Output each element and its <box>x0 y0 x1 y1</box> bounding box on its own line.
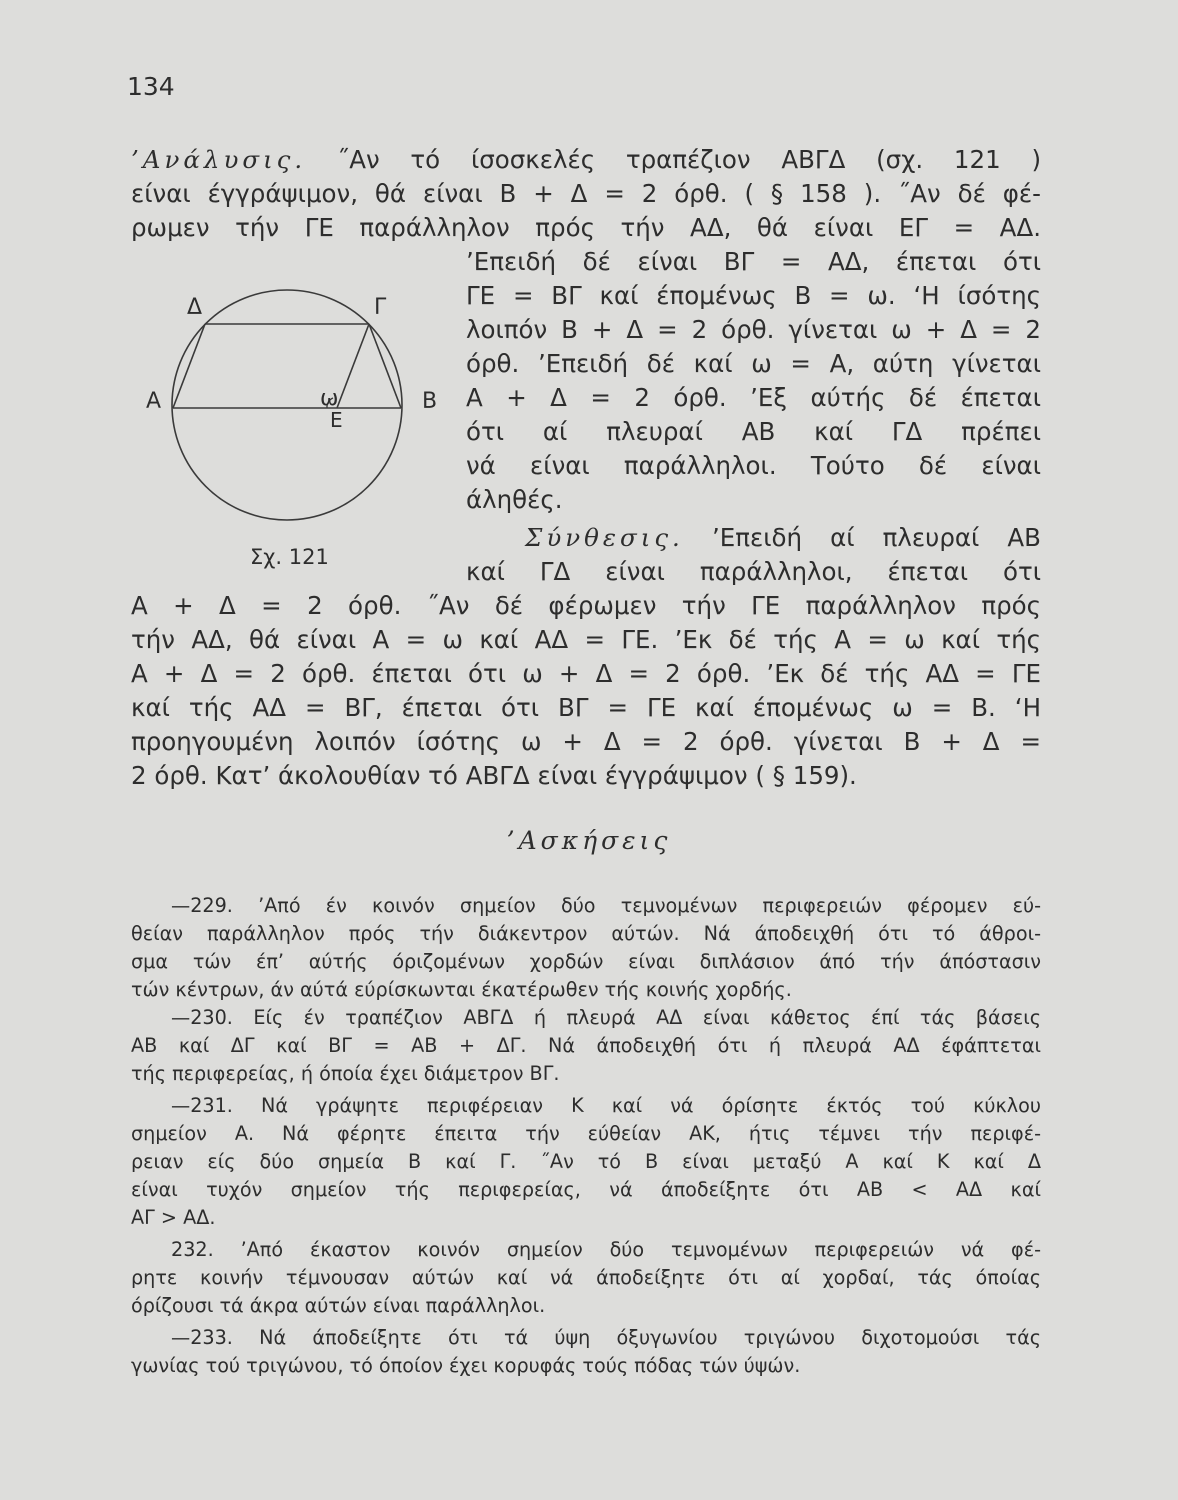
label-alpha: Α <box>146 389 162 414</box>
exercise-233-line: γωνίας τού τριγώνου, τό όποίον έχει κορυφάς τούς πόδας τών ύψών. <box>131 1354 801 1377</box>
exercise-230-line: —230. Είς έν τραπέζιον ΑΒΓΔ ή πλευρά ΑΔ είναι κάθετος έπί τάς βάσεις <box>171 1006 1041 1029</box>
label-beta: Β <box>422 389 438 414</box>
label-gamma: Γ <box>374 295 387 320</box>
segment-epsilon-gamma <box>337 324 369 408</box>
analysis-first-line <box>131 143 1041 177</box>
synthesis-first-line <box>525 521 1041 555</box>
exercise-231-line: ρειαν είς δύο σημεία Β καί Γ. ˝Αν τό Β είναι μεταξύ Α καί Κ καί Δ <box>131 1150 1041 1173</box>
synthesis-first-line-text: ’Επειδή αί πλευραί ΑΒ <box>711 523 1041 552</box>
synthesis-line: προηγουμένη λοιπόν ίσότης ω + Δ = 2 όρθ. γίνεται Β + Δ = <box>131 727 1041 756</box>
exercise-231-line: ΑΓ > ΑΔ. <box>131 1206 216 1229</box>
exercise-232-line: 232. ’Από έκαστον κοινόν σημείον δύο τεμνομένων περιφερειών νά φέ- <box>171 1238 1041 1261</box>
synthesis-line: 2 όρθ. Κατ’ άκολουθίαν τό ΑΒΓΔ είναι έγγράψιμον ( § 159). <box>131 761 857 790</box>
analysis-line: είναι έγγράψιμον, θά είναι Β + Δ = 2 όρθ. ( § 158 ). ˝Αν δέ φέ- <box>131 179 1041 208</box>
synthesis-line: καί τής ΑΔ = ΒΓ, έπεται ότι ΒΓ = ΓΕ καί έπομένως ω = Β. ‘Η <box>131 693 1041 722</box>
analysis-right-line: νά είναι παράλληλοι. Τούτο δέ είναι <box>466 451 1041 480</box>
side-beta-gamma <box>369 324 401 408</box>
figure-caption: Σχ. 121 <box>250 545 329 569</box>
analysis-right-line: ΓΕ = ΒΓ καί έπομένως Β = ω. ‘Η ίσότης <box>466 281 1041 310</box>
exercise-232-line: ρητε κοινήν τέμνουσαν αύτών καί νά άποδείξητε ότι αί χορδαί, τάς όποίας <box>131 1266 1041 1289</box>
exercise-231-line: σημείον Α. Νά φέρητε έπειτα τήν εύθείαν ΑΚ, ήτις τέμνει τήν περιφέ- <box>131 1122 1041 1145</box>
label-epsilon: Ε <box>330 408 343 432</box>
analysis-right-line: ’Επειδή δέ είναι ΒΓ = ΑΔ, έπεται ότι <box>466 247 1041 276</box>
page-number: 134 <box>127 72 175 101</box>
analysis-right-line: όρθ. ’Επειδή δέ καί ω = Α, αύτη γίνεται <box>466 349 1041 378</box>
exercise-229-line: θείαν παράλληλον πρός τήν διάκεντρον αύτών. Νά άποδειχθή ότι τό άθροι- <box>131 922 1041 945</box>
analysis-right-line: άληθές. <box>466 485 563 514</box>
exercises-heading: ’Ασκήσεις <box>506 826 672 855</box>
exercise-229-line: —229. ’Από έν κοινόν σημείον δύο τεμνομένων περιφερειών φέρομεν εύ- <box>171 894 1041 917</box>
analysis-right-line: ότι αί πλευραί ΑΒ καί ΓΔ πρέπει <box>466 417 1041 446</box>
exercise-231-line: είναι τυχόν σημείον τής περιφερείας, νά άποδείξητε ότι ΑΒ < ΑΔ καί <box>131 1178 1041 1201</box>
analysis-first-line-text: ˝Αν τό ίσοσκελές τραπέζιον ΑΒΓΔ (σχ. 121 ) <box>336 145 1041 174</box>
exercise-231-line: —231. Νά γράψητε περιφέρειαν Κ καί νά όρίσητε έκτός τού κύκλου <box>171 1094 1041 1117</box>
synthesis-right-line: καί ΓΔ είναι παράλληλοι, έπεται ότι <box>466 557 1041 586</box>
analysis-label: ’Ανάλυσις. <box>131 145 307 174</box>
side-alpha-delta <box>173 324 205 408</box>
exercise-230-line: τής περιφερείας, ή όποία έχει διάμετρον ΒΓ. <box>131 1062 560 1085</box>
exercise-233-line: —233. Νά άποδείξητε ότι τά ύψη όξυγωνίου τριγώνου διχοτομούσι τάς <box>171 1326 1041 1349</box>
exercise-230-line: ΑΒ καί ΔΓ καί ΒΓ = ΑΒ + ΔΓ. Νά άποδειχθή ότι ή πλευρά ΑΔ έφάπτεται <box>131 1034 1041 1057</box>
exercise-232-line: όρίζουσι τά άκρα αύτών είναι παράλληλοι. <box>131 1294 546 1317</box>
label-omega: ω <box>320 386 339 411</box>
synthesis-line: Α + Δ = 2 όρθ. ˝Αν δέ φέρωμεν τήν ΓΕ παράλληλον πρός <box>131 591 1041 620</box>
synthesis-line: Α + Δ = 2 όρθ. έπεται ότι ω + Δ = 2 όρθ. ’Εκ δέ τής ΑΔ = ΓΕ <box>131 659 1041 688</box>
figure-121 <box>137 285 447 535</box>
analysis-right-line: λοιπόν Β + Δ = 2 όρθ. γίνεται ω + Δ = 2 <box>466 315 1041 344</box>
analysis-line: ρωμεν τήν ΓΕ παράλληλον πρός τήν ΑΔ, θά είναι ΕΓ = ΑΔ. <box>131 213 1041 242</box>
exercise-229-line: τών κέντρων, άν αύτά εύρίσκωνται έκατέρωθεν τής κοινής χορδής. <box>131 978 792 1001</box>
synthesis-line: τήν ΑΔ, θά είναι Α = ω καί ΑΔ = ΓΕ. ’Εκ δέ τής Α = ω καί τής <box>131 625 1041 654</box>
label-delta: Δ <box>187 295 203 320</box>
analysis-right-line: Α + Δ = 2 όρθ. ’Εξ αύτής δέ έπεται <box>466 383 1041 412</box>
synthesis-label: Σύνθεσις. <box>525 523 684 552</box>
figure-121-diagram <box>137 285 447 535</box>
exercise-229-line: σμα τών έπ’ αύτής όριζομένων χορδών είναι διπλάσιον άπό τήν άπόστασιν <box>131 950 1041 973</box>
